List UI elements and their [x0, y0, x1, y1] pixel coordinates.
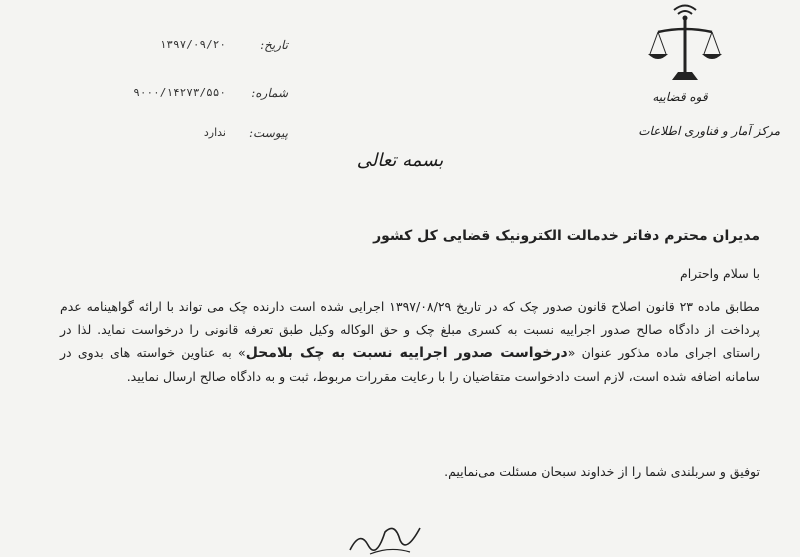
- number-label: شماره:: [251, 86, 288, 100]
- center-name: مرکز آمار و فناوری اطلاعات: [638, 124, 780, 138]
- signature: [340, 510, 430, 557]
- addressee: مدیران محترم دفاتر خدمالت الکترونیک قضایی کل کشور: [373, 228, 760, 244]
- attachment-value: ندارد: [203, 126, 226, 139]
- heading: بسمه تعالی: [356, 150, 444, 171]
- body-part1: مطابق ماده ۲۳ قانون اصلاح قانون صدور چک که در تاریخ ۱۳۹۷/۰۸/۲۹ اجرایی شده است دارنده چک می تواند با ارائه گواهینامه عدم پرداخت از دادگاه صالح صدور اجراییه نسبت به کسری مبلغ چک و حق الوکاله وکیل طبق تعرفه قانونی را درخواست نماید. لذا در راستای اجرای ماده مذکور عنوان «: [60, 299, 761, 360]
- scales-of-justice-icon: [640, 0, 730, 90]
- date-label: تاریخ:: [260, 38, 288, 52]
- number-value: ۹۰۰۰/۱۴۲۷۳/۵۵۰: [133, 86, 226, 99]
- attachment-label: پیوست:: [248, 126, 288, 140]
- meta-date-row: [88, 38, 288, 58]
- closing: توفیق و سربلندی شما را از خداوند سبحان مسئلت می‌نماییم.: [444, 464, 760, 479]
- body-paragraph: [60, 295, 760, 388]
- body-highlight: درخواست صدور اجراییه نسبت به چک بلامحل: [245, 345, 568, 361]
- greeting: با سلام واحترام: [679, 266, 760, 281]
- body-part2: » به عناوین خواسته های بدوی در سامانه اضافه شده است، لازم است دادخواست متقاضیان را با رعایت مقررات مربوط، ثبت و به دادگاه صالح ارسال نمایید.: [60, 345, 760, 384]
- meta-number-row: [88, 86, 288, 106]
- date-value: ۱۳۹۷/۰۹/۲۰: [159, 38, 226, 51]
- org-name: قوه قضاییه: [652, 90, 708, 104]
- meta-attachment-row: [88, 126, 288, 146]
